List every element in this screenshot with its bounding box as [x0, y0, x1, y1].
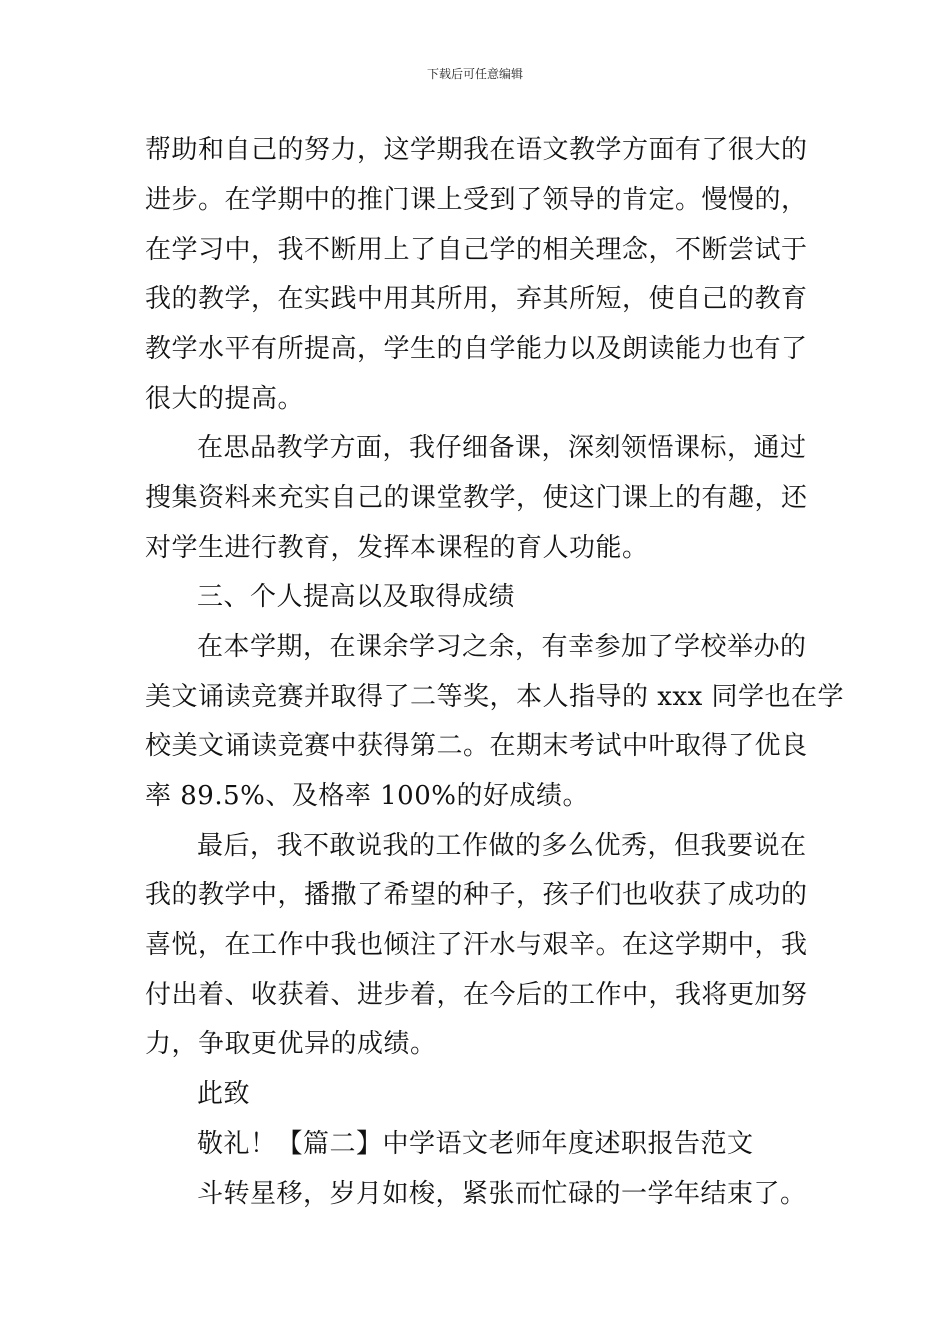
- text-line: 喜悦，在工作中我也倾注了汗水与艰辛。在这学期中，我: [145, 930, 808, 960]
- text-line: 对学生进行教育，发挥本课程的育人功能。: [145, 533, 649, 563]
- text-line: 斗转星移，岁月如梭，紧张而忙碌的一学年结束了。: [197, 1179, 807, 1209]
- text-line: 最后，我不敢说我的工作做的多么优秀，但我要说在: [197, 831, 807, 861]
- closing-and-next-title: 敬礼！【篇二】中学语文老师年度述职报告范文: [197, 1129, 754, 1159]
- text-line: 我的教学，在实践中用其所用，弃其所短，使自己的教育: [145, 284, 808, 314]
- page-header: 下载后可任意编辑: [426, 67, 523, 81]
- text-line: 校美文诵读竞赛中获得第二。在期末考试中叶取得了优良: [145, 731, 808, 761]
- section-heading: 三、个人提高以及取得成绩: [197, 582, 516, 612]
- text-line: 在思品教学方面，我仔细备课，深刻领悟课标，通过: [197, 433, 807, 463]
- text-line: 力，争取更优异的成绩。: [145, 1029, 437, 1059]
- text-line: 美文诵读竞赛并取得了二等奖，本人指导的 xxx 同学也在学: [145, 682, 845, 712]
- text-line: 教学水平有所提高，学生的自学能力以及朗读能力也有了: [145, 334, 808, 364]
- text-line: 率 89.5%、及格率 100%的好成绩。: [145, 781, 589, 811]
- text-line: 在本学期，在课余学习之余，有幸参加了学校举办的: [197, 632, 807, 662]
- text-line: 在学习中，我不断用上了自己学的相关理念，不断尝试于: [145, 235, 808, 265]
- text-line: 我的教学中，播撒了希望的种子，孩子们也收获了成功的: [145, 880, 808, 910]
- text-line: 付出着、收获着、进步着，在今后的工作中，我将更加努: [145, 980, 808, 1010]
- closing-salutation: 此致: [197, 1079, 251, 1109]
- text-line: 很大的提高。: [145, 384, 305, 414]
- text-line: 搜集资料来充实自己的课堂教学，使这门课上的有趣，还: [145, 483, 808, 513]
- text-line: 进步。在学期中的推门课上受到了领导的肯定。慢慢的，: [145, 185, 808, 215]
- text-line: 帮助和自己的努力，这学期我在语文教学方面有了很大的: [145, 135, 808, 165]
